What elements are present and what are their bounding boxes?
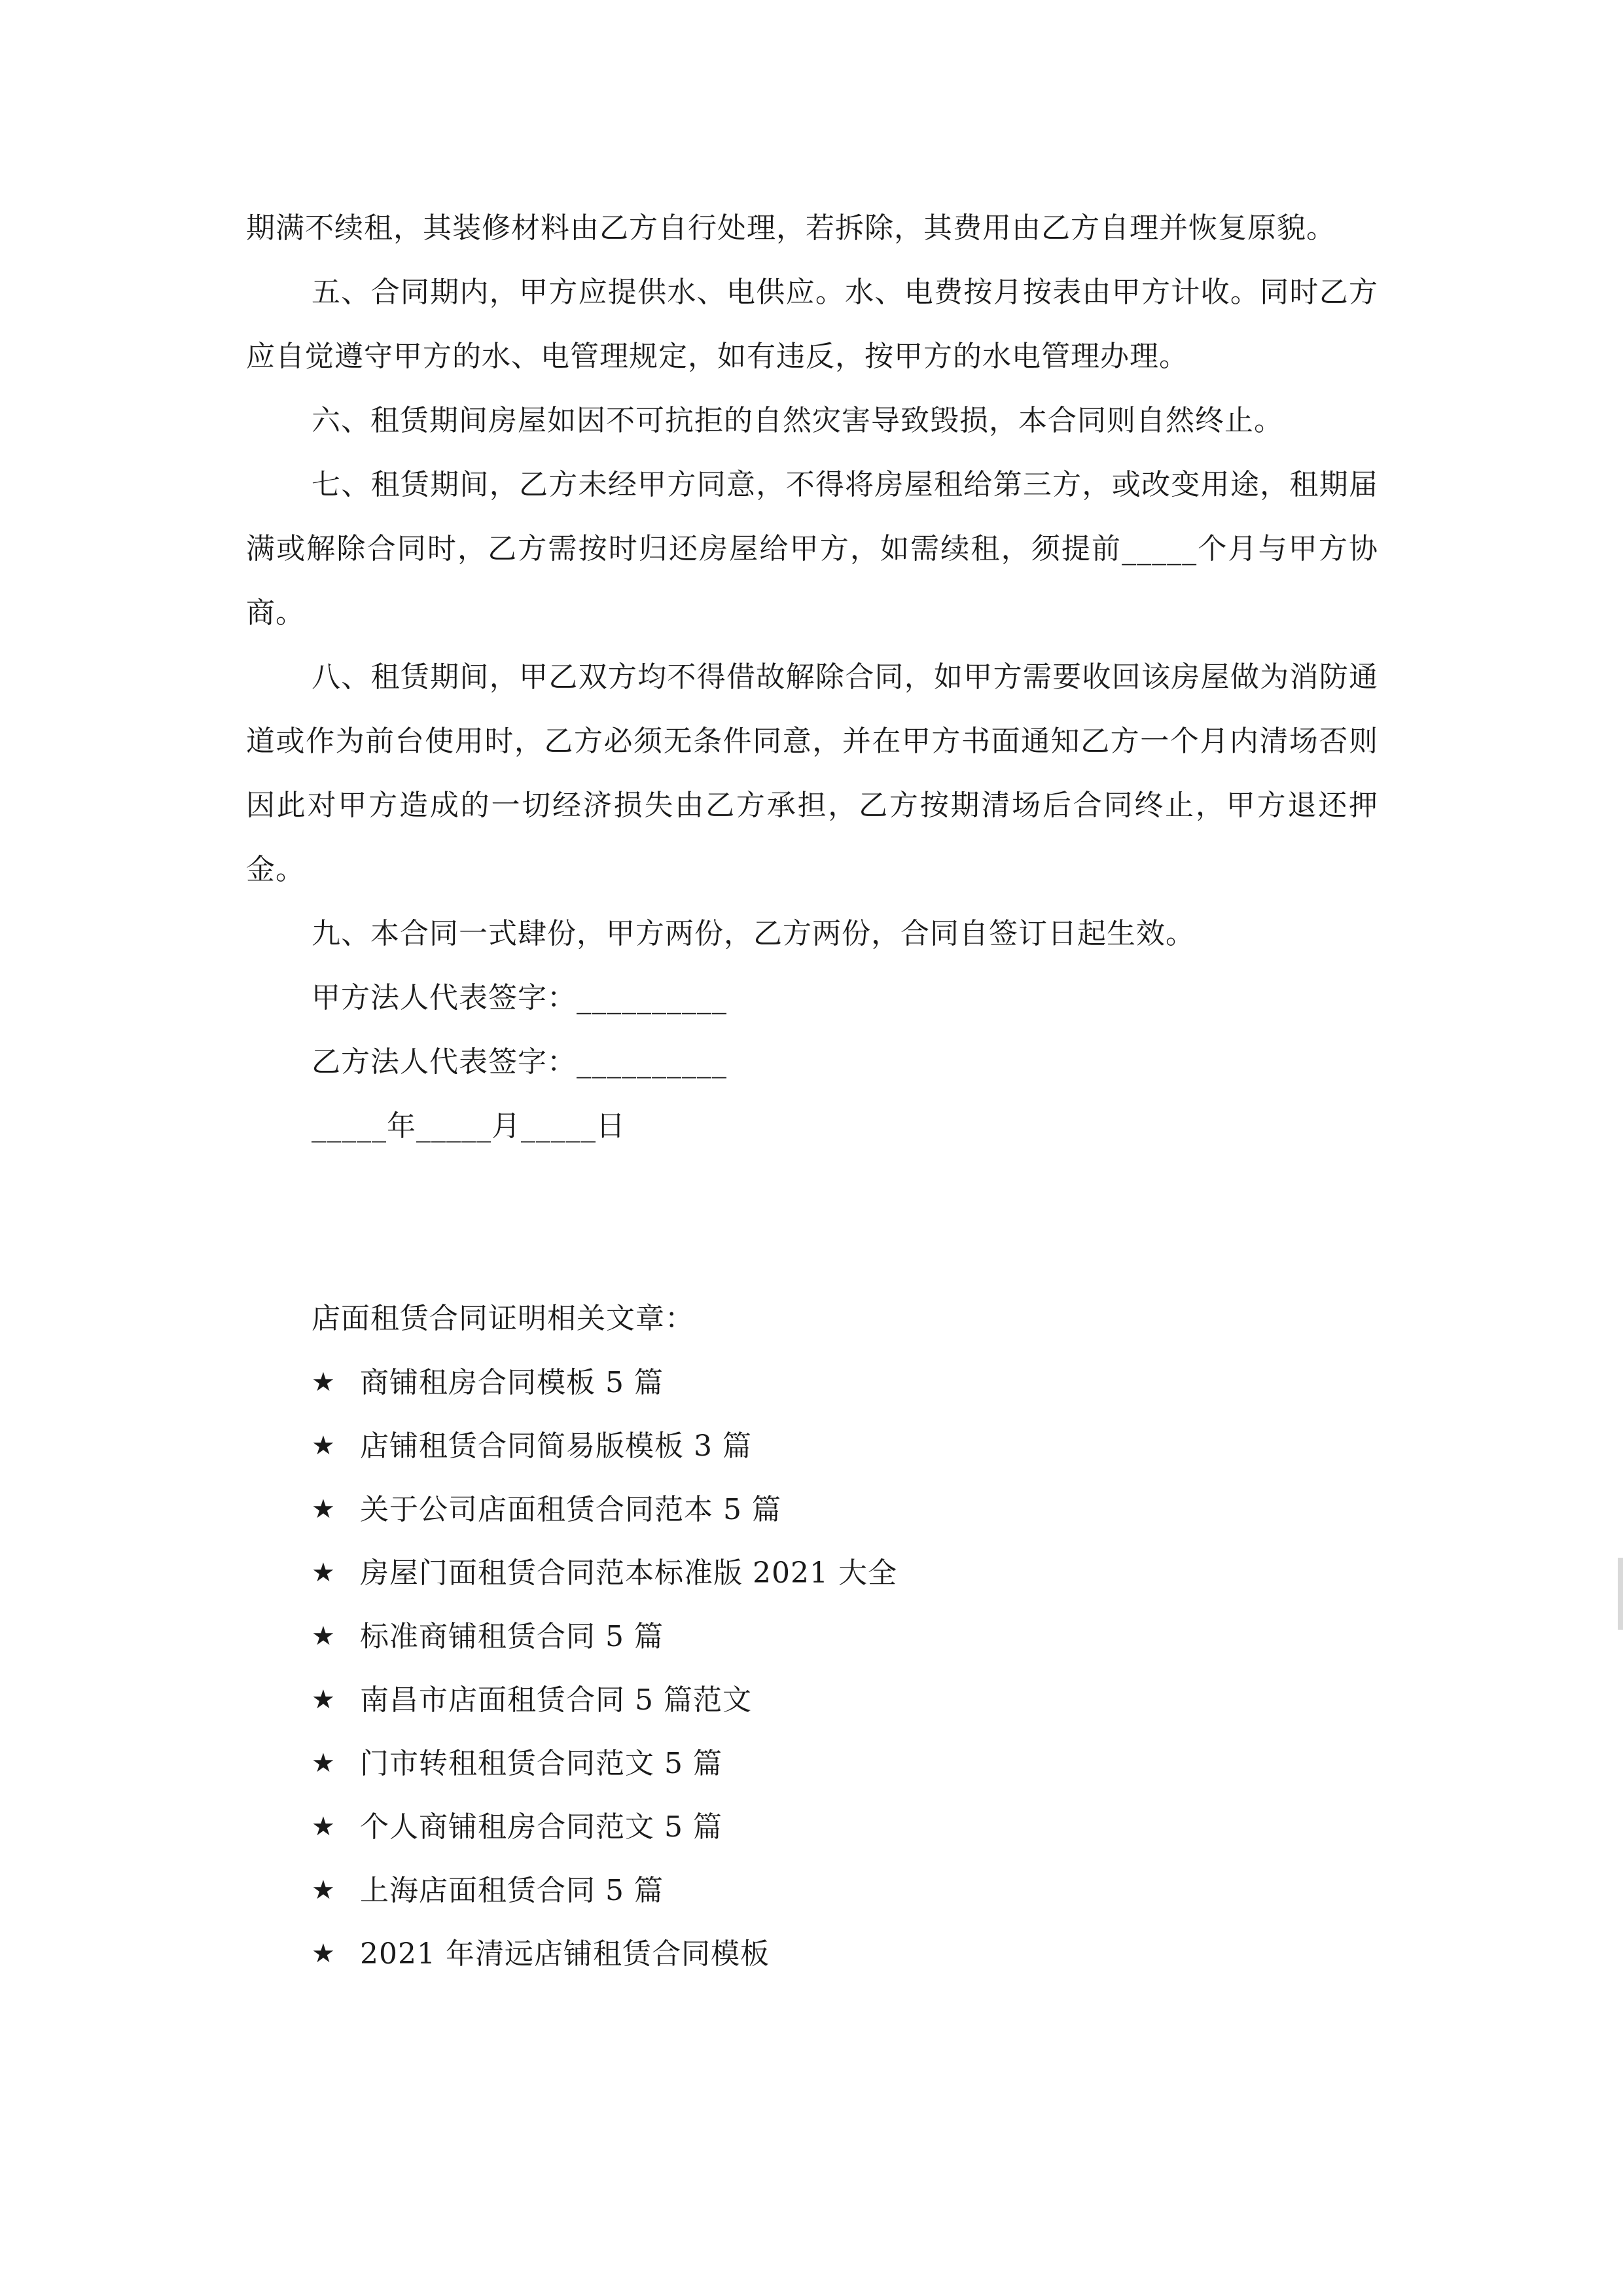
related-articles-list: [246, 1351, 1378, 1986]
related-article-title: 个人商铺租房合同范文 5 篇: [360, 1810, 722, 1844]
contract-clause-5: 五、合同期内，甲方应提供水、电供应。水、电费按月按表由甲方计收。同时乙方应自觉遵守甲方的水、电管理规定，如有违反，按甲方的水电管理办理。: [246, 276, 1378, 373]
related-article-link[interactable]: [312, 1605, 1378, 1668]
scan-edge-mark: [1618, 1558, 1623, 1630]
related-article-title: 门市转租租赁合同范文 5 篇: [360, 1747, 722, 1780]
related-article-link[interactable]: [312, 1541, 1378, 1605]
related-article-title: 房屋门面租赁合同范本标准版 2021 大全: [360, 1556, 897, 1590]
related-article-title: 标准商铺租赁合同 5 篇: [360, 1620, 664, 1653]
party-a-signature-line: 甲方法人代表签字：__________: [312, 981, 727, 1014]
party-b-signature-line: 乙方法人代表签字：__________: [312, 1045, 727, 1079]
date-line: _____年_____月_____日: [312, 1109, 626, 1143]
related-article-link[interactable]: [312, 1351, 1378, 1414]
related-article-link[interactable]: [312, 1922, 1378, 1986]
star-icon: ★: [312, 1875, 336, 1905]
related-article-link[interactable]: [312, 1414, 1378, 1478]
star-icon: ★: [312, 1558, 336, 1588]
contract-clause-continuation: 期满不续租，其装修材料由乙方自行处理，若拆除，其费用由乙方自理并恢复原貌。: [246, 211, 1336, 245]
contract-clause-6: 六、租赁期间房屋如因不可抗拒的自然灾害导致毁损，本合同则自然终止。: [312, 404, 1283, 437]
star-icon: ★: [312, 1812, 336, 1842]
related-article-title: 商铺租房合同模板 5 篇: [360, 1366, 664, 1399]
star-icon: ★: [312, 1748, 336, 1778]
related-articles-title: 店面租赁合同证明相关文章：: [312, 1302, 694, 1335]
related-article-link[interactable]: [312, 1478, 1378, 1541]
related-article-link[interactable]: [312, 1668, 1378, 1732]
star-icon: ★: [312, 1431, 336, 1461]
contract-clause-8: 八、租赁期间，甲乙双方均不得借故解除合同，如甲方需要收回该房屋做为消防通道或作为前台使用时，乙方必须无条件同意，并在甲方书面通知乙方一个月内清场否则因此对甲方造成的一切经济损失由乙方承担，乙方按期清场后合同终止，甲方退还押金。: [246, 660, 1378, 886]
related-article-title: 南昌市店面租赁合同 5 篇范文: [360, 1683, 752, 1717]
contract-clause-7: 七、租赁期间，乙方未经甲方同意，不得将房屋租给第三方，或改变用途，租期届满或解除合同时，乙方需按时归还房屋给甲方，如需续租，须提前_____个月与甲方协商。: [246, 468, 1378, 630]
star-icon: ★: [312, 1494, 336, 1524]
star-icon: ★: [312, 1367, 336, 1397]
related-article-link[interactable]: [312, 1795, 1378, 1859]
star-icon: ★: [312, 1621, 336, 1651]
related-article-link[interactable]: [312, 1732, 1378, 1795]
related-article-link[interactable]: [312, 1859, 1378, 1922]
related-article-title: 上海店面租赁合同 5 篇: [360, 1874, 664, 1907]
star-icon: ★: [312, 1939, 336, 1969]
document-content: [246, 196, 1378, 1986]
related-article-title: 店铺租赁合同简易版模板 3 篇: [360, 1429, 752, 1463]
contract-clause-9: 九、本合同一式肆份，甲方两份，乙方两份，合同自签订日起生效。: [312, 917, 1195, 950]
related-article-title: 2021 年清远店铺租赁合同模板: [360, 1937, 770, 1971]
star-icon: ★: [312, 1685, 336, 1715]
related-article-title: 关于公司店面租赁合同范本 5 篇: [360, 1493, 781, 1526]
